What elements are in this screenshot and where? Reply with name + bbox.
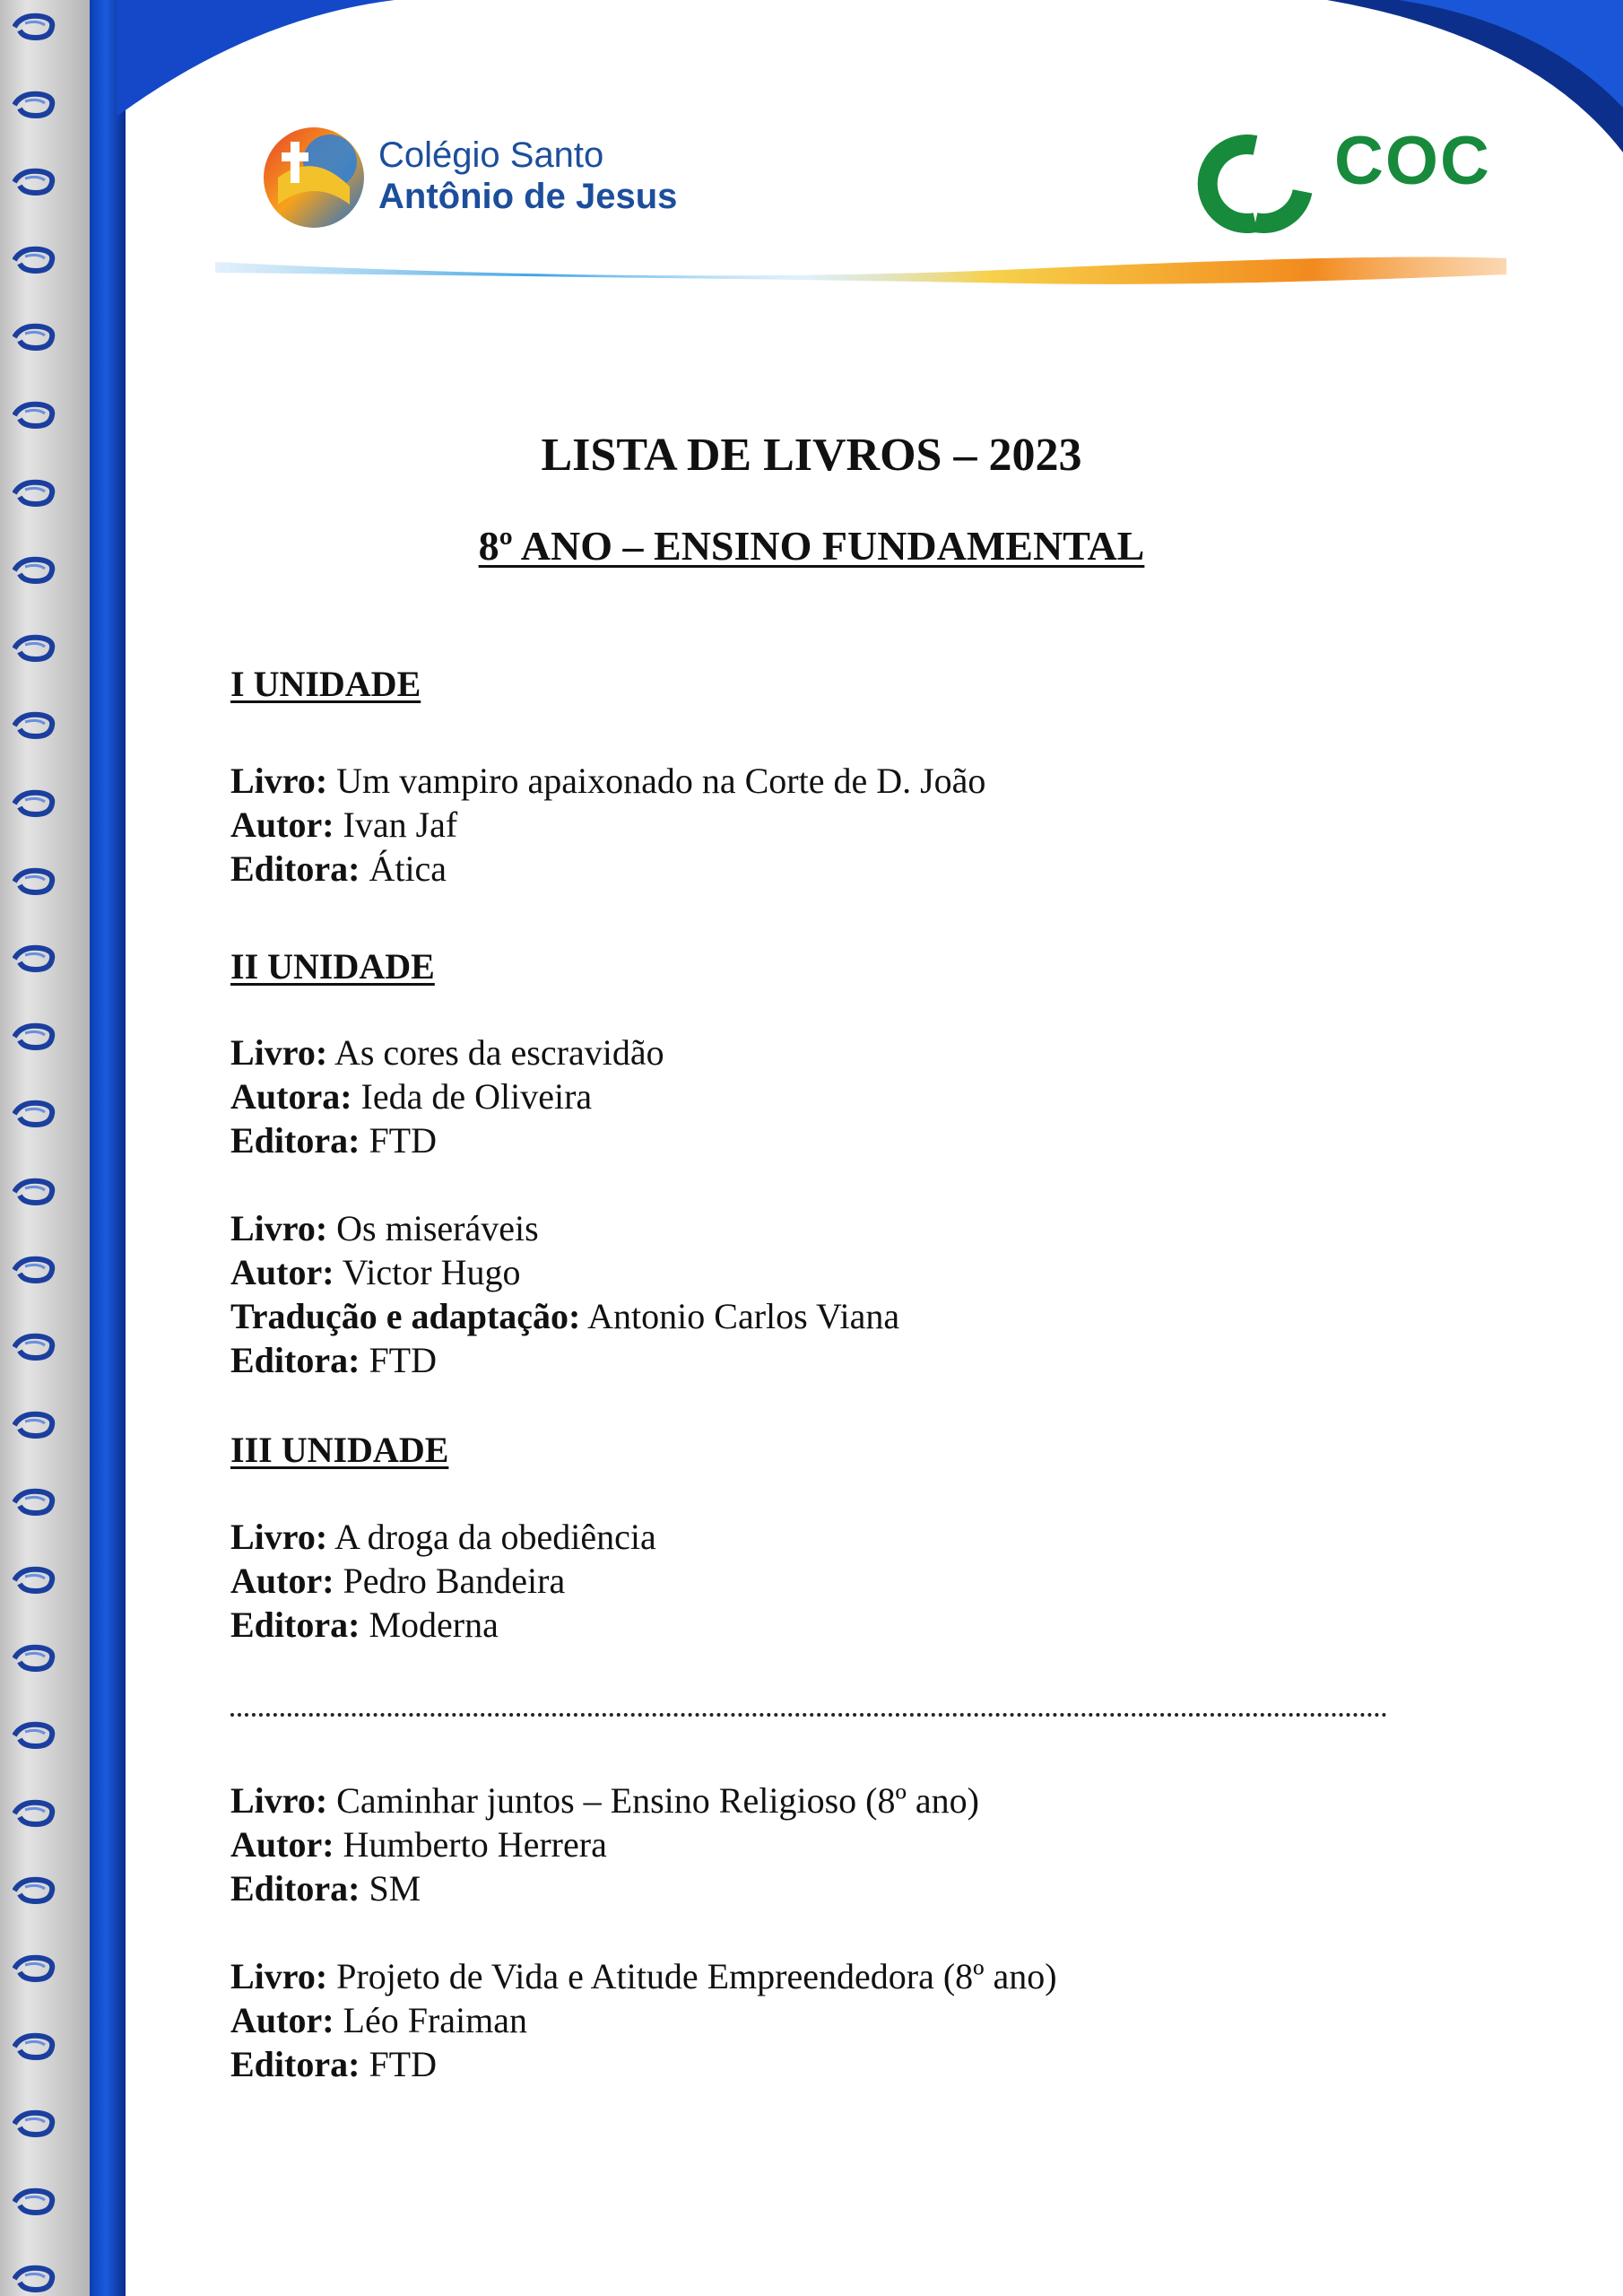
book-line [230,1206,899,1250]
field-label: Livro: [230,1780,328,1821]
book-line [230,1250,899,1294]
unit-heading: III UNIDADE [230,1430,449,1470]
binding-ring-icon [13,787,57,820]
field-value: Humberto Herrera [334,1824,607,1865]
school-emblem-icon [260,124,368,231]
book-line [230,1074,664,1118]
field-label: Autor: [230,1252,334,1292]
field-label: Livro: [230,1517,328,1557]
page-title: LISTA DE LIVROS – 2023 [541,430,1082,481]
coc-logo-icon [1193,135,1318,233]
dotted-separator [230,1695,1387,1717]
unit-heading: I UNIDADE [230,664,421,704]
book-line [230,803,985,847]
page-subtitle [0,522,1623,570]
field-value: Antonio Carlos Viana [580,1296,900,1336]
field-label: Livro: [230,1208,328,1248]
book-entry [230,1031,664,1162]
field-value: FTD [360,2044,438,2084]
binding-ring-icon [13,2108,57,2140]
field-label: Editora: [230,1605,360,1645]
field-label: Autor: [230,804,334,845]
field-label: Livro: [230,1032,328,1073]
field-label: Autor: [230,1561,334,1601]
field-label: Autora: [230,1076,352,1117]
book-line [230,1515,656,1559]
binding-ring-icon [13,1176,57,1208]
header-swoosh [215,242,1506,296]
field-label: Editora: [230,1340,360,1380]
book-line [230,1559,656,1603]
book-line [230,1603,656,1647]
spine-blue-band [90,0,126,2296]
field-value: A droga da obediência [327,1517,656,1557]
school-name [378,135,677,217]
binding-ring-icon [13,1874,57,1907]
field-value: SM [360,1868,421,1909]
field-label: Editora: [230,848,360,889]
book-line [230,1998,1057,2042]
page-subtitle-text: 8º ANO – ENSINO FUNDAMENTAL [478,523,1145,569]
binding-ring-icon [13,1564,57,1596]
binding-ring-icon [13,1098,57,1130]
field-label: Editora: [230,2044,360,2084]
binding-ring-icon [13,244,57,276]
school-name-line1: Colégio Santo [378,135,604,175]
field-label: Autor: [230,1824,334,1865]
binding-ring-icon [13,632,57,665]
field-value: Ieda de Oliveira [352,1076,593,1117]
field-value: Caminhar juntos – Ensino Religioso (8º ano) [327,1780,979,1821]
field-value: FTD [360,1340,438,1380]
book-line [230,847,985,891]
field-value: Um vampiro apaixonado na Corte de D. João [327,761,986,801]
field-value: Léo Fraiman [334,2000,528,2040]
binding-ring-icon [13,2186,57,2218]
field-value: Ática [360,848,447,889]
book-entry [230,1515,656,1647]
binding-ring-icon [13,2031,57,2063]
book-line [230,1294,899,1338]
binding-ring-icon [13,1021,57,1053]
unit-heading: II UNIDADE [230,946,435,987]
field-value: Victor Hugo [334,1252,521,1292]
binding-ring-icon [13,865,57,898]
book-entry [230,1779,979,1910]
binding-ring-icon [13,1952,57,1985]
book-line [230,1779,979,1822]
binding-ring-icon [13,321,57,353]
field-value: Os miseráveis [327,1208,539,1248]
field-label: Editora: [230,1120,360,1161]
field-value: Moderna [360,1605,499,1645]
book-line [230,1866,979,1910]
book-entry [230,759,985,891]
binding-ring-icon [13,709,57,742]
header-banner [215,117,1506,305]
top-left-arc [117,0,395,117]
binding-ring-icon [13,166,57,198]
book-line [230,1031,664,1074]
field-value: FTD [360,1120,438,1161]
binding-ring-icon [13,1642,57,1674]
school-name-line2: Antônio de Jesus [378,177,678,216]
binding-ring-icon [13,11,57,43]
field-value: Pedro Bandeira [334,1561,566,1601]
binding-ring-icon [13,1797,57,1830]
binding-ring-icon [13,1254,57,1286]
book-entry [230,1206,899,1382]
binding-ring-icon [13,1486,57,1518]
book-line [230,1822,979,1866]
book-line [230,1954,1057,1998]
book-line [230,1118,664,1162]
coc-wordmark: COC [1334,123,1491,199]
field-label: Tradução e adaptação: [230,1296,581,1336]
field-label: Autor: [230,2000,334,2040]
binding-ring-icon [13,399,57,431]
book-entry [230,1954,1057,2086]
binding-ring-icon [13,2263,57,2295]
book-line [230,759,985,803]
field-value: As cores da escravidão [327,1032,664,1073]
field-label: Livro: [230,761,328,801]
field-value: Ivan Jaf [334,804,458,845]
binding-ring-icon [13,1719,57,1752]
book-line [230,1338,899,1382]
notebook-spine [0,0,90,2296]
field-label: Livro: [230,1956,328,1996]
binding-ring-icon [13,1409,57,1441]
binding-ring-icon [13,943,57,975]
book-line [230,2042,1057,2086]
binding-ring-icon [13,89,57,121]
field-value: Projeto de Vida e Atitude Empreendedora (8º ano) [327,1956,1057,1996]
binding-ring-icon [13,1331,57,1363]
field-label: Editora: [230,1868,360,1909]
